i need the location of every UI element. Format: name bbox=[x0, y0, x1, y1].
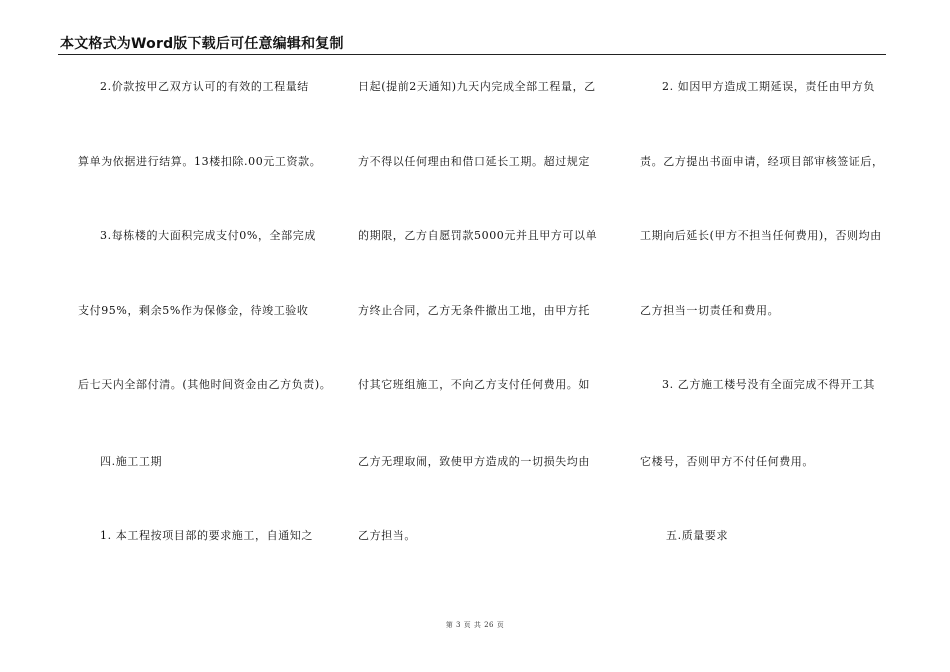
paragraph-line: 责。乙方提出书面申请，经项目部审核签证后， bbox=[640, 155, 884, 168]
paragraph-line: 2.价款按甲乙双方认可的有效的工程量结 bbox=[100, 80, 309, 93]
paragraph-line: 它楼号，否则甲方不付任何费用。 bbox=[640, 455, 814, 468]
text-column-right bbox=[640, 0, 900, 600]
paragraph-line: 乙方无理取闹，致使甲方造成的一切损失均由 bbox=[358, 455, 590, 468]
text-column-middle bbox=[358, 0, 618, 600]
paragraph-line: 算单为依据进行结算。13楼扣除.00元工资款。 bbox=[78, 155, 322, 168]
paragraph-line: 付其它班组施工，不向乙方支付任何费用。如 bbox=[358, 378, 590, 391]
paragraph-line: 的期限，乙方自愿罚款5000元并且甲方可以单 bbox=[358, 229, 598, 242]
paragraph-line: 日起(提前2天通知)九天内完成全部工程量，乙 bbox=[358, 80, 596, 93]
paragraph-line: 工期向后延长(甲方不担当任何费用)，否则均由 bbox=[640, 229, 882, 242]
paragraph-line: 后七天内全部付清。(其他时间资金由乙方负责)。 bbox=[78, 378, 332, 391]
paragraph-line: 乙方担当一切责任和费用。 bbox=[640, 304, 780, 317]
paragraph-line: 方终止合同，乙方无条件撤出工地，由甲方托 bbox=[358, 304, 590, 317]
section-heading: 四.施工工期 bbox=[100, 455, 163, 468]
paragraph-line: 3. 乙方施工楼号没有全面完成不得开工其 bbox=[662, 378, 875, 391]
page-header-title: 本文格式为Word版下载后可任意编辑和复制 bbox=[60, 36, 344, 52]
paragraph-line: 乙方担当。 bbox=[358, 529, 416, 542]
section-heading: 五.质量要求 bbox=[666, 529, 729, 542]
paragraph-line: 支付95%，剩余5%作为保修金，待竣工验收 bbox=[78, 304, 309, 317]
paragraph-line: 方不得以任何理由和借口延长工期。超过规定 bbox=[358, 155, 590, 168]
page-number-footer: 第 3 页 共 26 页 bbox=[445, 621, 505, 629]
paragraph-line: 2. 如因甲方造成工期延误，责任由甲方负 bbox=[662, 80, 875, 93]
text-column-left bbox=[78, 0, 338, 600]
paragraph-line: 3.每栋楼的大面积完成支付0%，全部完成 bbox=[100, 229, 316, 242]
paragraph-line: 1. 本工程按项目部的要求施工，自通知之 bbox=[100, 529, 313, 542]
